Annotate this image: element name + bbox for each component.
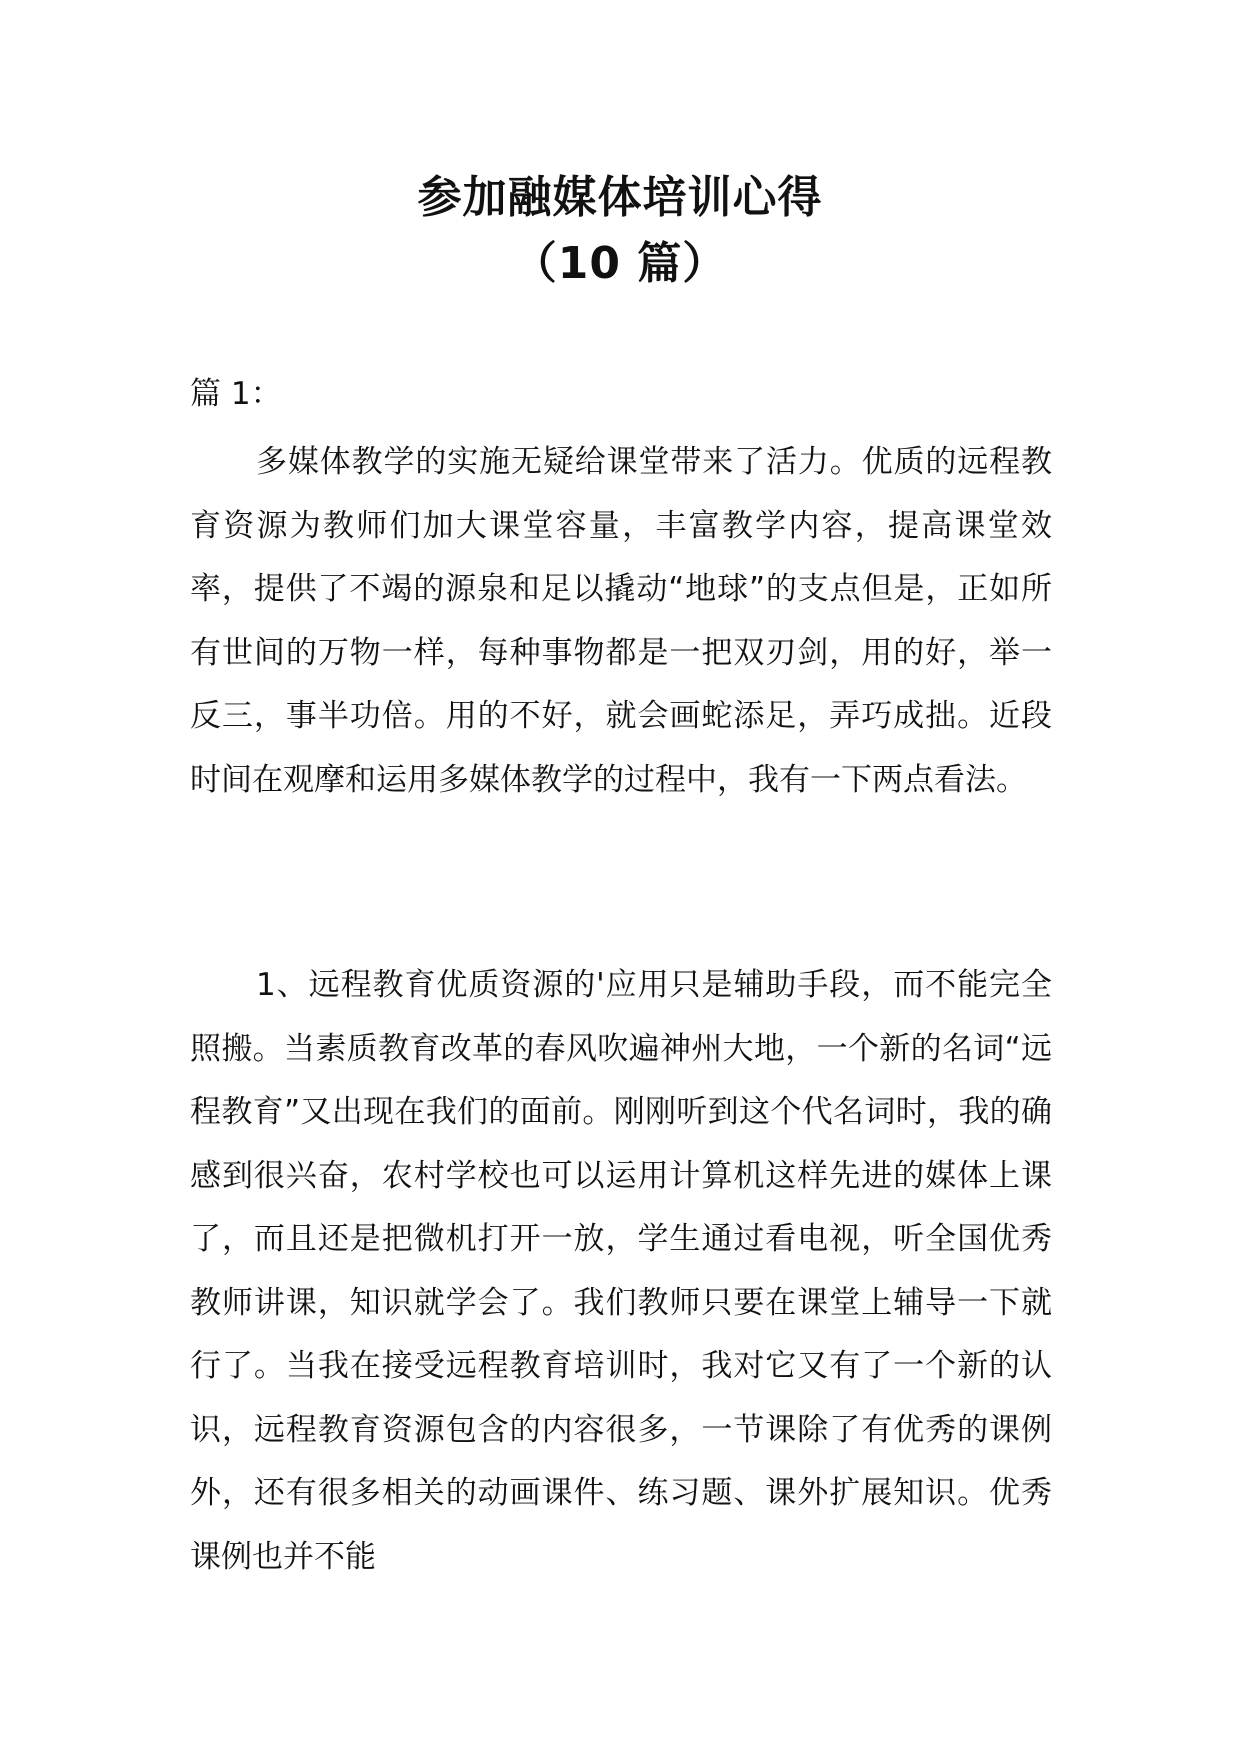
document-subtitle: （10 篇） xyxy=(512,238,728,289)
document-title: 参加融媒体培训心得 xyxy=(417,172,823,223)
body-paragraph: 多媒体教学的实施无疑给课堂带来了活力。优质的远程教育资源为教师们加大课堂容量，丰富教学内容，提高课堂效率，提供了不竭的源泉和足以撬动“地球”的支点但是，正如所有世间的万物一样，每种事物都是一把双刃剑，用的好，举一反三，事半功倍。用的不好，就会画蛇添足，弄巧成拙。近段时间在观摩和运用多媒体教学的过程中，我有一下两点看法。 xyxy=(190,444,1052,798)
body-paragraph: 1、远程教育优质资源的'应用只是辅助手段，而不能完全照搬。当素质教育改革的春风吹遍神州大地，一个新的名词“远程教育”又出现在我们的面前。刚刚听到这个代名词时，我的确感到很兴奋，农村学校也可以运用计算机这样先进的媒体上课了，而且还是把微机打开一放，学生通过看电视，听全国优秀教师讲课，知识就学会了。我们教师只要在课堂上辅导一下就行了。当我在接受远程教育培训时，我对它又有了一个新的认识，远程教育资源包含的内容很多，一节课除了有优秀的课例外，还有很多相关的动画课件、练习题、课外扩展知识。优秀课例也并不能 xyxy=(190,967,1052,1575)
section-label: 篇 1： xyxy=(190,376,282,412)
